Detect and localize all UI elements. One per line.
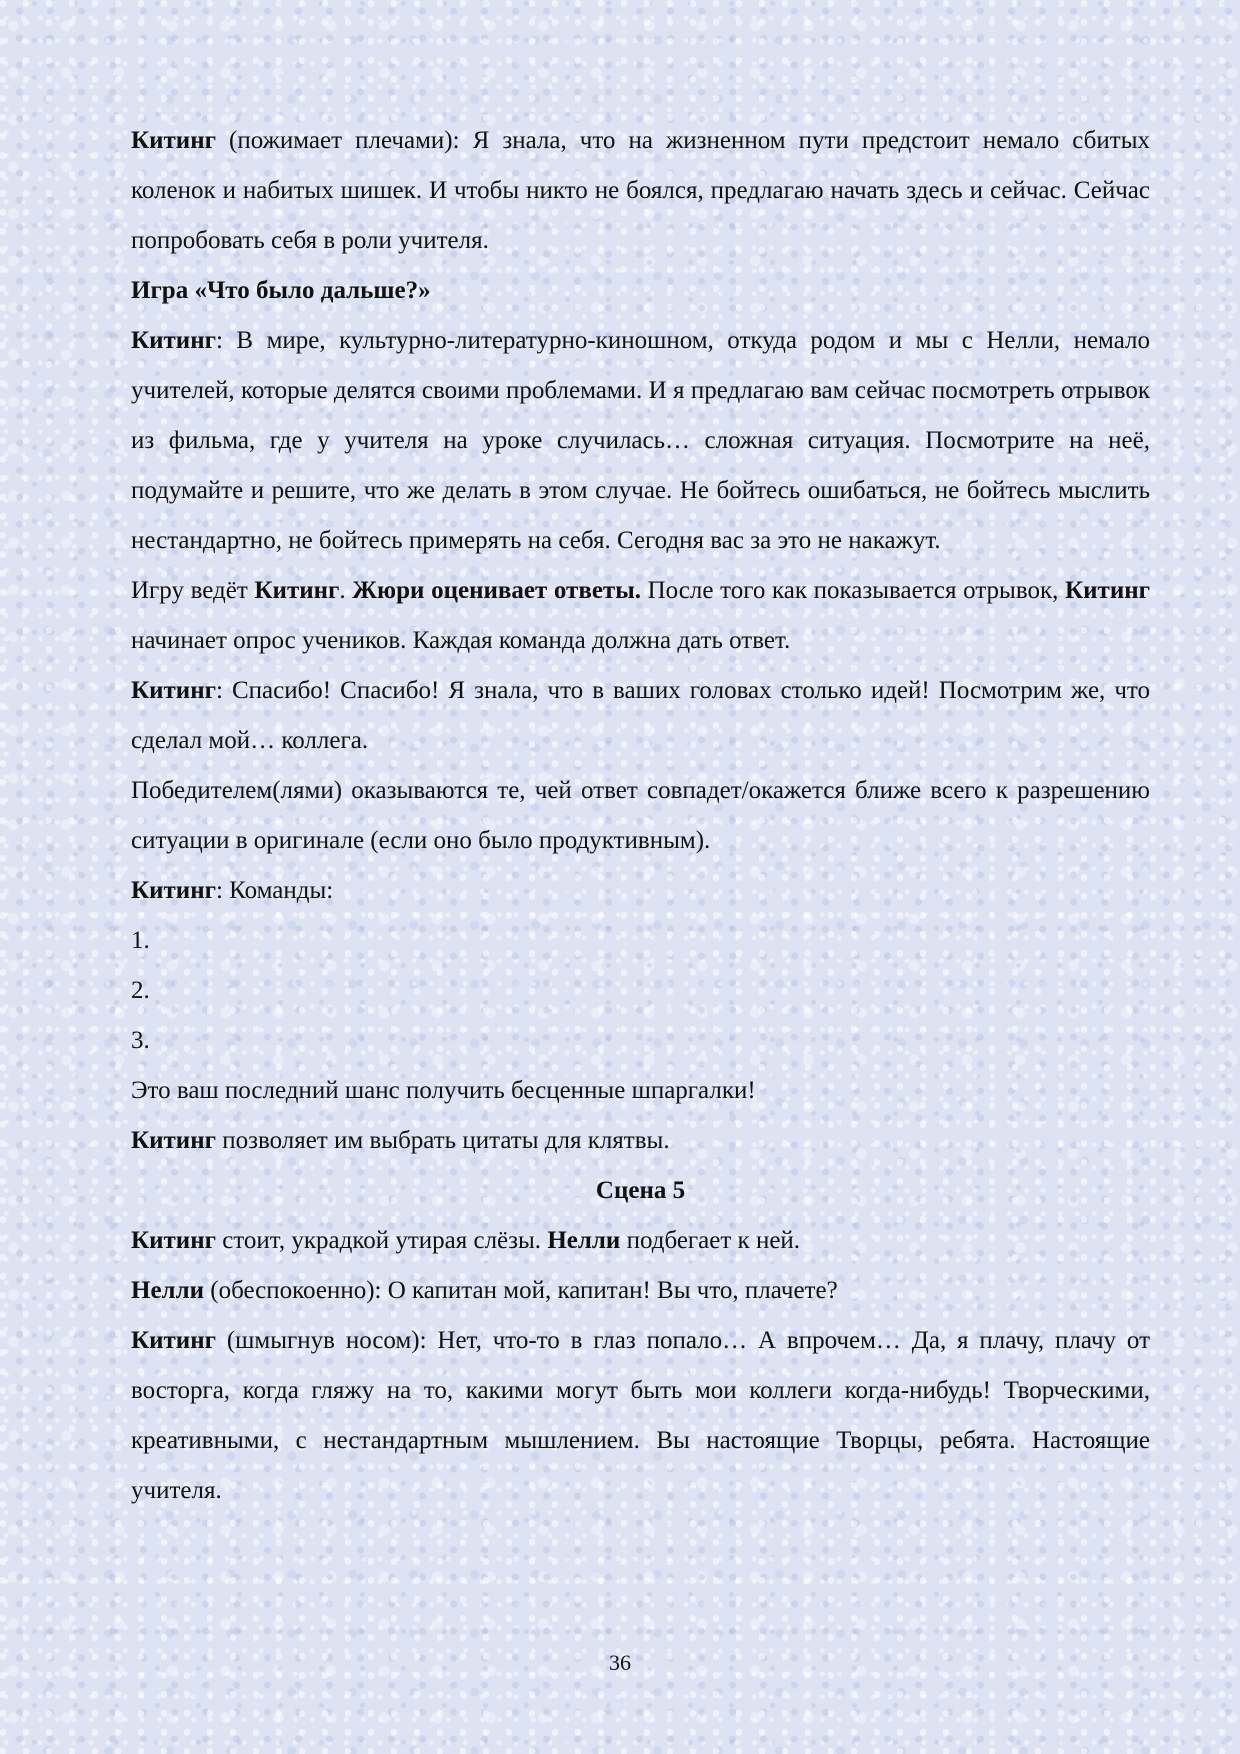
paragraph	[131, 316, 1150, 566]
text-run: стоит, украдкой утирая слёзы.	[215, 1227, 548, 1254]
paragraph	[131, 566, 1150, 666]
bold-text: Китинг	[131, 677, 216, 704]
bold-text: Китинг	[254, 577, 340, 604]
page-number: 36	[609, 1650, 631, 1675]
text-run: 3.	[131, 1027, 150, 1054]
text-run: После того как показывается отрывок,	[640, 577, 1066, 604]
bold-text: Китинг	[1065, 577, 1150, 604]
text-run: : Команды:	[215, 877, 334, 904]
section-heading	[131, 1166, 1150, 1216]
paragraph	[131, 116, 1150, 266]
paragraph	[131, 766, 1150, 866]
text-run: позволяет им выбрать цитаты для клятвы.	[215, 1127, 670, 1154]
bold-text: Китинг	[131, 877, 216, 904]
paragraph	[131, 666, 1150, 766]
paragraph	[131, 1016, 1150, 1066]
bold-text: Китинг	[131, 1227, 216, 1254]
page-body	[131, 116, 1150, 1516]
text-run: подбегает к ней.	[620, 1227, 801, 1254]
paragraph	[131, 1066, 1150, 1116]
paragraph	[131, 1316, 1150, 1516]
text-run: Победителем(лями) оказываются те, чей ответ совпадет/окажется ближе всего к разрешению ситуации в оригинале (если оно было продуктивным).	[131, 777, 1150, 854]
bold-text: Китинг	[131, 127, 216, 154]
text-run: .	[339, 577, 353, 604]
bold-text: Китинг	[131, 1127, 216, 1154]
text-run: : В мире, культурно-литературно-киношном, откуда родом и мы с Нелли, немало учителей, которые делятся своими проблемами. И я предлагаю вам сейчас посмотреть отрывок из фильма, где у учителя на уроке случилась… сложная ситуация. Посмотрите на неё, подумайте и решите, что же делать в этом случае. Не бойтесь ошибаться, не бойтесь мыслить нестандартно, не бойтесь примерять на себя. Сегодня вас за это не накажут.	[131, 327, 1150, 554]
text-run: Игру ведёт	[131, 577, 255, 604]
text-run: 2.	[131, 977, 150, 1004]
text-run: 1.	[131, 927, 150, 954]
text-run: : Спасибо! Спасибо! Я знала, что в ваших головах столько идей! Посмотрим же, что сделал мой… коллега.	[131, 677, 1150, 754]
paragraph	[131, 1116, 1150, 1166]
bold-text: Сцена 5	[595, 1177, 686, 1204]
bold-text: Игра «Что было дальше?»	[131, 277, 431, 304]
paragraph	[131, 966, 1150, 1016]
bold-text: Жюри оценивает ответы.	[352, 577, 641, 604]
bold-text: Нелли	[547, 1227, 621, 1254]
paragraph	[131, 866, 1150, 916]
text-run: (пожимает плечами): Я знала, что на жизненном пути предстоит немало сбитых коленок и набитых шишек. И чтобы никто не боялся, предлагаю начать здесь и сейчас. Сейчас попробовать себя в роли учителя.	[131, 127, 1150, 254]
bold-text: Нелли	[131, 1277, 204, 1304]
paragraph	[131, 266, 1150, 316]
bold-text: Китинг	[131, 327, 216, 354]
text-run: начинает опрос учеников. Каждая команда должна дать ответ.	[131, 627, 791, 654]
text-run: (обеспокоенно): О капитан мой, капитан! Вы что, плачете?	[204, 1277, 838, 1304]
paragraph	[131, 1216, 1150, 1266]
bold-text: Китинг	[131, 1327, 216, 1354]
paragraph	[131, 1266, 1150, 1316]
text-run: (шмыгнув носом): Нет, что-то в глаз попало… А впрочем… Да, я плачу, плачу от восторга, когда гляжу на то, какими могут быть мои коллеги когда-нибудь! Творческими, креативными, с нестандартным мышлением. Вы настоящие Творцы, ребята. Настоящие учителя.	[131, 1327, 1150, 1504]
text-run: Это ваш последний шанс получить бесценные шпаргалки!	[131, 1077, 756, 1104]
paragraph	[131, 916, 1150, 966]
